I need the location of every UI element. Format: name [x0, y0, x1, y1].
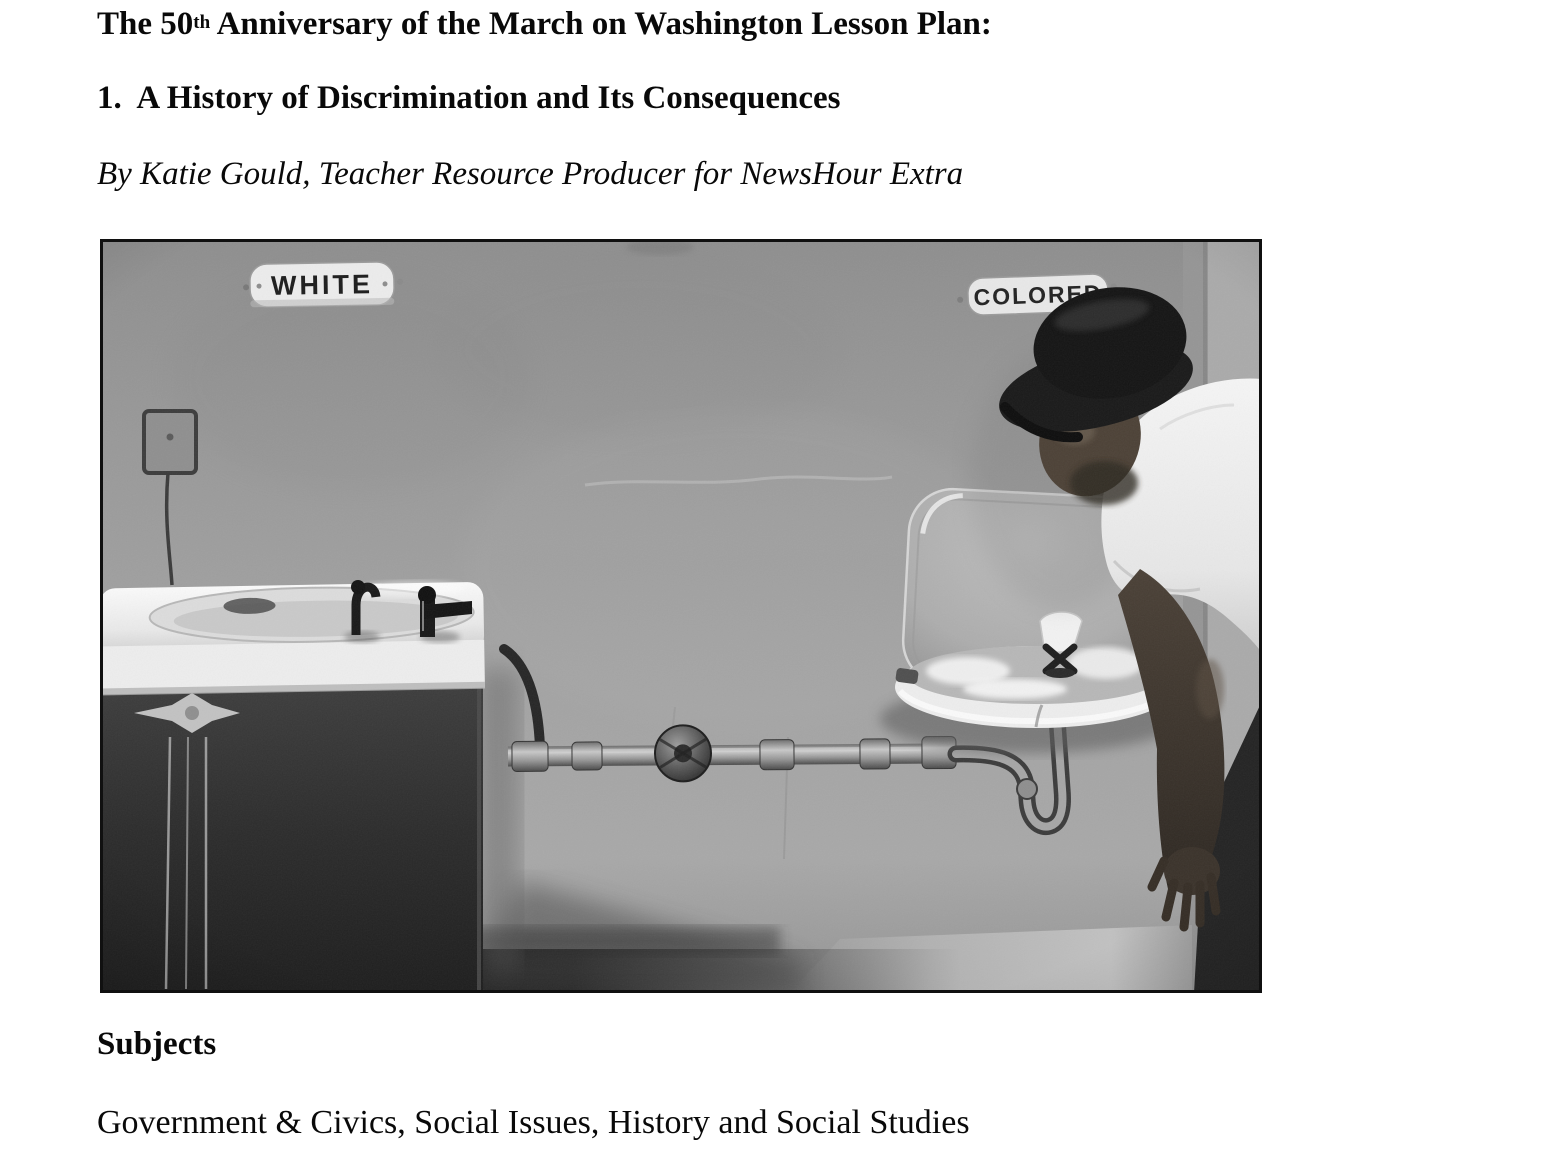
subjects-text: Government & Civics, Social Issues, History and Social Studies: [97, 1104, 970, 1141]
vignette: [100, 239, 1262, 993]
photo-figure: [100, 239, 1262, 993]
page-title-suffix: Anniversary of the March on Washington Lesson Plan:: [210, 6, 992, 42]
title-superscript: th: [193, 12, 211, 33]
segregated-fountains-photo: [100, 239, 1262, 993]
page-title-prefix: The 50: [97, 6, 194, 42]
page-title: [97, 6, 992, 43]
lesson-heading: 1. A History of Discrimination and Its Consequences: [97, 80, 841, 116]
byline: By Katie Gould, Teacher Resource Producer for NewsHour Extra: [97, 156, 964, 192]
subjects-heading: Subjects: [97, 1026, 217, 1062]
